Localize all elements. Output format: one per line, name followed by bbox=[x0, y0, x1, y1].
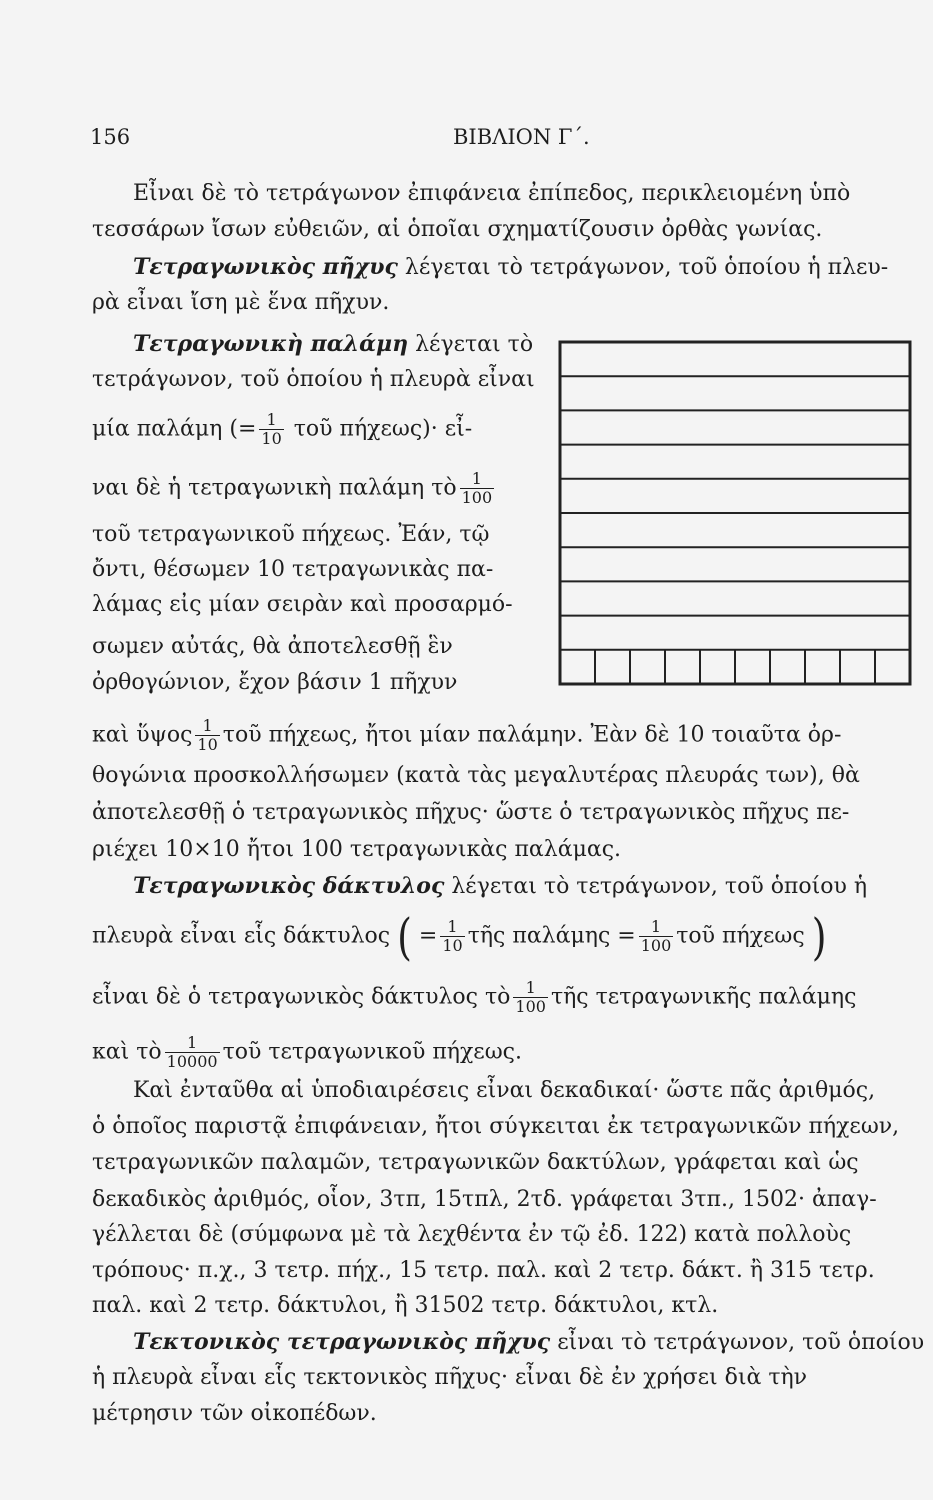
para3-line4: ναι δὲ ἡ τετραγωνικὴ παλάμη τὸ $\frac{1}{100}$ bbox=[92, 469, 493, 507]
fraction-1-10: $\frac{1}{10}$ bbox=[261, 410, 282, 448]
para3-line9: ὀρθογώνιον, ἔχον βάσιν 1 πῆχυν bbox=[92, 670, 458, 695]
para3-line1: Τετραγωνικὴ παλάμη λέγεται τὸ bbox=[133, 331, 534, 357]
para3-line2: τετράγωνον, τοῦ ὁποίου ἡ πλευρὰ εἶναι bbox=[92, 367, 535, 392]
para5-line7: παλ. καὶ 2 τετρ. δάκτυλοι, ἢ 31502 τετρ. δάκτυλοι, κτλ. bbox=[92, 1293, 719, 1318]
para3-line5: τοῦ τετραγωνικοῦ πήχεως. Ἐάν, τῷ bbox=[92, 522, 490, 547]
para3-line13: ριέχει 10×10 ἤτοι 100 τετραγωνικὰς παλάμας. bbox=[92, 837, 622, 862]
para2-line2: ρὰ εἶναι ἴση μὲ ἕνα πῆχυν. bbox=[92, 290, 390, 315]
para2-line1: Τετραγωνικὸς πῆχυς λέγεται τὸ τετράγωνον, τοῦ ὁποίου ἡ πλευ- bbox=[133, 254, 889, 280]
para4-line4: καὶ τὸ $\frac{1}{10000}$ τοῦ τετραγωνικοῦ πήχεως. bbox=[92, 1033, 522, 1071]
term-square-palm: Τετραγωνικὴ παλάμη bbox=[133, 331, 409, 357]
para3-line7: λάμας εἰς μίαν σειρὰν καὶ προσαρμό- bbox=[92, 592, 513, 617]
term-square-finger: Τετραγωνικὸς δάκτυλος bbox=[133, 873, 445, 899]
fraction-1-100: $\frac{1}{100}$ bbox=[515, 978, 546, 1016]
para5-line5: γέλλεται δὲ (σύμφωνα μὲ τὰ λεχθέντα ἐν τῷ ἐδ. 122) κατὰ πολλοὺς bbox=[92, 1222, 852, 1247]
para3-line12: ἀποτελεσθῇ ὁ τετραγωνικὸς πῆχυς· ὥστε ὁ τετραγωνικὸς πῆχυς πε- bbox=[92, 800, 850, 825]
para6-line2: ἡ πλευρὰ εἶναι εἷς τεκτονικὸς πῆχυς· εἶναι δὲ ἐν χρήσει διὰ τὴν bbox=[92, 1365, 808, 1390]
para5-line1: Καὶ ἐνταῦθα αἱ ὑποδιαιρέσεις εἶναι δεκαδικαί· ὥστε πᾶς ἀριθμός, bbox=[133, 1078, 876, 1103]
para3-line3: μία παλάμη (= $\frac{1}{10}$ τοῦ πήχεως)· εἶ- bbox=[92, 410, 473, 448]
para6-line1: Τεκτονικὸς τετραγωνικὸς πῆχυς εἶναι τὸ τετράγωνον, τοῦ ὁποίου bbox=[133, 1329, 925, 1355]
para4-line1: Τετραγωνικὸς δάκτυλος λέγεται τὸ τετράγωνον, τοῦ ὁποίου ἡ bbox=[133, 873, 868, 899]
page-number: 156 bbox=[90, 125, 131, 149]
fraction-1-10: $\frac{1}{10}$ bbox=[442, 917, 463, 955]
para5-line6: τρόπους· π.χ., 3 τετρ. πήχ., 15 τετρ. παλ. καὶ 2 τετρ. δάκτ. ἢ 315 τετρ. bbox=[92, 1258, 875, 1283]
para5-line3: τετραγωνικῶν παλαμῶν, τετραγωνικῶν δακτύλων, γράφεται καὶ ὡς bbox=[92, 1150, 859, 1175]
para6-line3: μέτρησιν τῶν οἰκοπέδων. bbox=[92, 1401, 377, 1426]
para5-line4: δεκαδικὸς ἀριθμός, οἷον, 3τπ, 15τπλ, 2τδ. γράφεται 3τπ., 1502· ἀπαγ- bbox=[92, 1187, 877, 1212]
term-builders-square-cubit: Τεκτονικὸς τετραγωνικὸς πῆχυς bbox=[133, 1329, 551, 1355]
fraction-1-10000: $\frac{1}{10000}$ bbox=[166, 1033, 218, 1071]
running-title: ΒΙΒΛΙΟΝ Γ΄. bbox=[453, 125, 590, 149]
para1-line1: Εἶναι δὲ τὸ τετράγωνον ἐπιφάνεια ἐπίπεδος, περικλειομένη ὑπὸ bbox=[133, 181, 851, 206]
para1-line2: τεσσάρων ἴσων εὐθειῶν, αἱ ὁποῖαι σχηματίζουσιν ὀρθὰς γωνίας. bbox=[92, 217, 823, 242]
fraction-1-100: $\frac{1}{100}$ bbox=[640, 917, 672, 955]
para3-line10: καὶ ὕψος $\frac{1}{10}$ τοῦ πήχεως, ἤτοι μίαν παλάμην. Ἐὰν δὲ 10 τοιαῦτα ὀρ- bbox=[92, 716, 842, 754]
para3-line11: θογώνια προσκολλήσωμεν (κατὰ τὰς μεγαλυτέρας πλευράς των), θὰ bbox=[92, 763, 860, 788]
para3-line8: σωμεν αὐτάς, θὰ ἀποτελεσθῇ ἓν bbox=[92, 634, 453, 659]
fraction-1-10: $\frac{1}{10}$ bbox=[197, 716, 218, 754]
term-square-cubit: Τετραγωνικὸς πῆχυς bbox=[133, 254, 398, 280]
para5-line2: ὁ ὁποῖος παριστᾷ ἐπιφάνειαν, ἤτοι σύγκειται ἐκ τετραγωνικῶν πήχεων, bbox=[92, 1114, 900, 1139]
para4-line2: πλευρὰ εἶναι εἷς δάκτυλος ( = $\frac{1}{10}$ τῆς παλάμης = $\frac{1}{100}$ τοῦ πήχεως ) bbox=[92, 907, 827, 966]
para3-line6: ὄντι, θέσωμεν 10 τετραγωνικὰς πα- bbox=[92, 557, 494, 582]
fraction-1-100: $\frac{1}{100}$ bbox=[461, 469, 493, 507]
para4-line3: εἶναι δὲ ὁ τετραγωνικὸς δάκτυλος τὸ $\frac{1}{100}$ τῆς τετραγωνικῆς παλάμης bbox=[92, 978, 857, 1016]
